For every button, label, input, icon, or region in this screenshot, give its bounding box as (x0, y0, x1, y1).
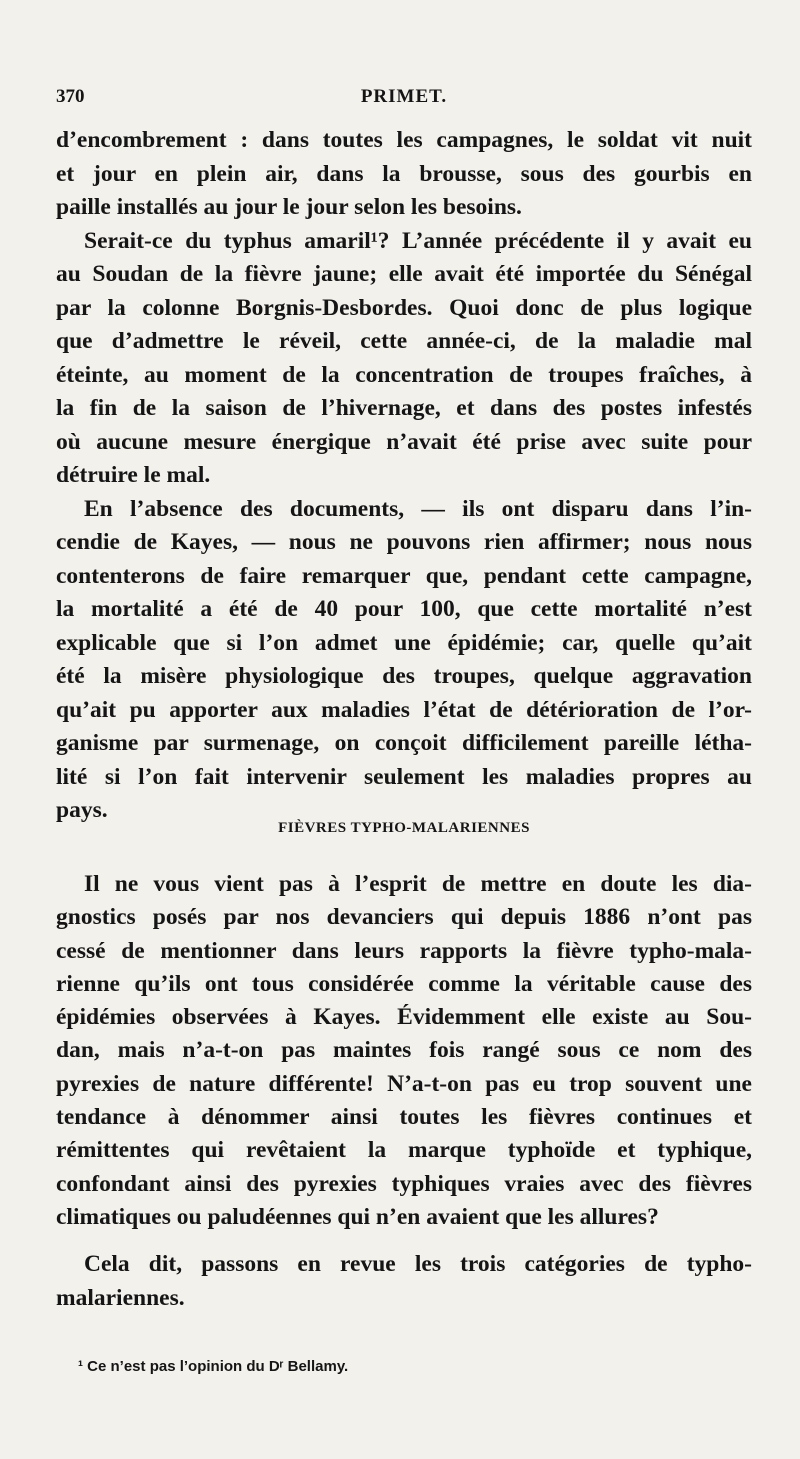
text-line: au Soudan de la fièvre jaune; elle avait été importée du Sénégal (56, 261, 752, 287)
text-line: lité si l’on fait intervenir seulement les maladies propres au (56, 763, 752, 790)
section-heading: FIÈVRES TYPHO-MALARIENNES (278, 820, 530, 836)
text-line: Serait-ce du typhus amaril¹? L’année précédente il y avait eu (84, 227, 752, 254)
text-line: qu’ait pu apporter aux maladies l’état de détérioration de l’or- (56, 696, 752, 723)
text-line: que d’admettre le réveil, cette année-ci, de la maladie mal (56, 328, 752, 354)
body-text-first (56, 124, 752, 828)
text-line: rémittentes qui revêtaient la marque typhoïde et typhique, (56, 1137, 752, 1164)
text-line: paille installés au jour le jour selon les besoins. (56, 194, 522, 220)
page-header (56, 86, 752, 110)
text-line: détruire le mal. (56, 462, 211, 488)
running-head: PRIMET. (360, 86, 448, 107)
text-line: Il ne vous vient pas à l’esprit de mettre en doute les dia- (84, 871, 752, 897)
text-line: éteinte, au moment de la concentration de troupes fraîches, à (56, 361, 752, 388)
footnote (78, 1358, 348, 1375)
text-line: où aucune mesure énergique n’avait été prise avec suite pour (56, 428, 752, 455)
text-line: et jour en plein air, dans la brousse, sous des gourbis en (56, 160, 752, 187)
footnote-text: Ce n’est pas l’opinion du Dʳ Bellamy. (87, 1358, 349, 1375)
text-line: cessé de mentionner dans leurs rapports la fièvre typho-mala- (56, 937, 752, 964)
text-line: épidémies observées à Kayes. Évidemment elle existe au Sou- (56, 1004, 752, 1031)
text-line: par la colonne Borgnis-Desbordes. Quoi donc de plus logique (56, 294, 752, 321)
text-line: ganisme par surmenage, on conçoit difficilement pareille létha- (56, 730, 752, 756)
text-line: gnostics posés par nos devanciers qui depuis 1886 n’ont pas (56, 904, 752, 931)
text-line: confondant ainsi des pyrexies typhiques vraies avec des fièvres (56, 1170, 752, 1197)
text-line: pays. (56, 797, 108, 823)
body-text-second (56, 868, 752, 1315)
text-line: climatiques ou paludéennes qui n’en avaient que les allures? (56, 1203, 659, 1230)
page-number: 370 (56, 86, 85, 107)
text-line: tendance à dénommer ainsi toutes les fièvres continues et (56, 1104, 752, 1131)
footnote-marker: ¹ (78, 1358, 83, 1375)
text-line: pyrexies de nature différente! N’a-t-on pas eu trop souvent une (56, 1070, 752, 1097)
text-line: rienne qu’ils ont tous considérée comme la véritable cause des (56, 970, 752, 997)
text-line: d’encombrement : dans toutes les campagnes, le soldat vit nuit (56, 127, 752, 153)
text-line: explicable que si l’on admet une épidémie; car, quelle qu’ait (56, 629, 752, 656)
text-line: cendie de Kayes, — nous ne pouvons rien affirmer; nous nous (56, 529, 752, 555)
text-line: été la misère physiologique des troupes, quelque aggravation (56, 663, 752, 689)
text-line: Cela dit, passons en revue les trois catégories de typho- (84, 1251, 752, 1278)
text-line: contenterons de faire remarquer que, pendant cette campagne, (56, 562, 752, 589)
text-line: dan, mais n’a-t-on pas maintes fois rangé sous ce nom des (56, 1037, 752, 1064)
text-line: malariennes. (56, 1284, 185, 1311)
text-line: la mortalité a été de 40 pour 100, que cette mortalité n’est (56, 596, 752, 622)
text-line: En l’absence des documents, — ils ont disparu dans l’in- (84, 495, 752, 522)
text-line: la fin de la saison de l’hivernage, et dans des postes infestés (56, 395, 752, 421)
